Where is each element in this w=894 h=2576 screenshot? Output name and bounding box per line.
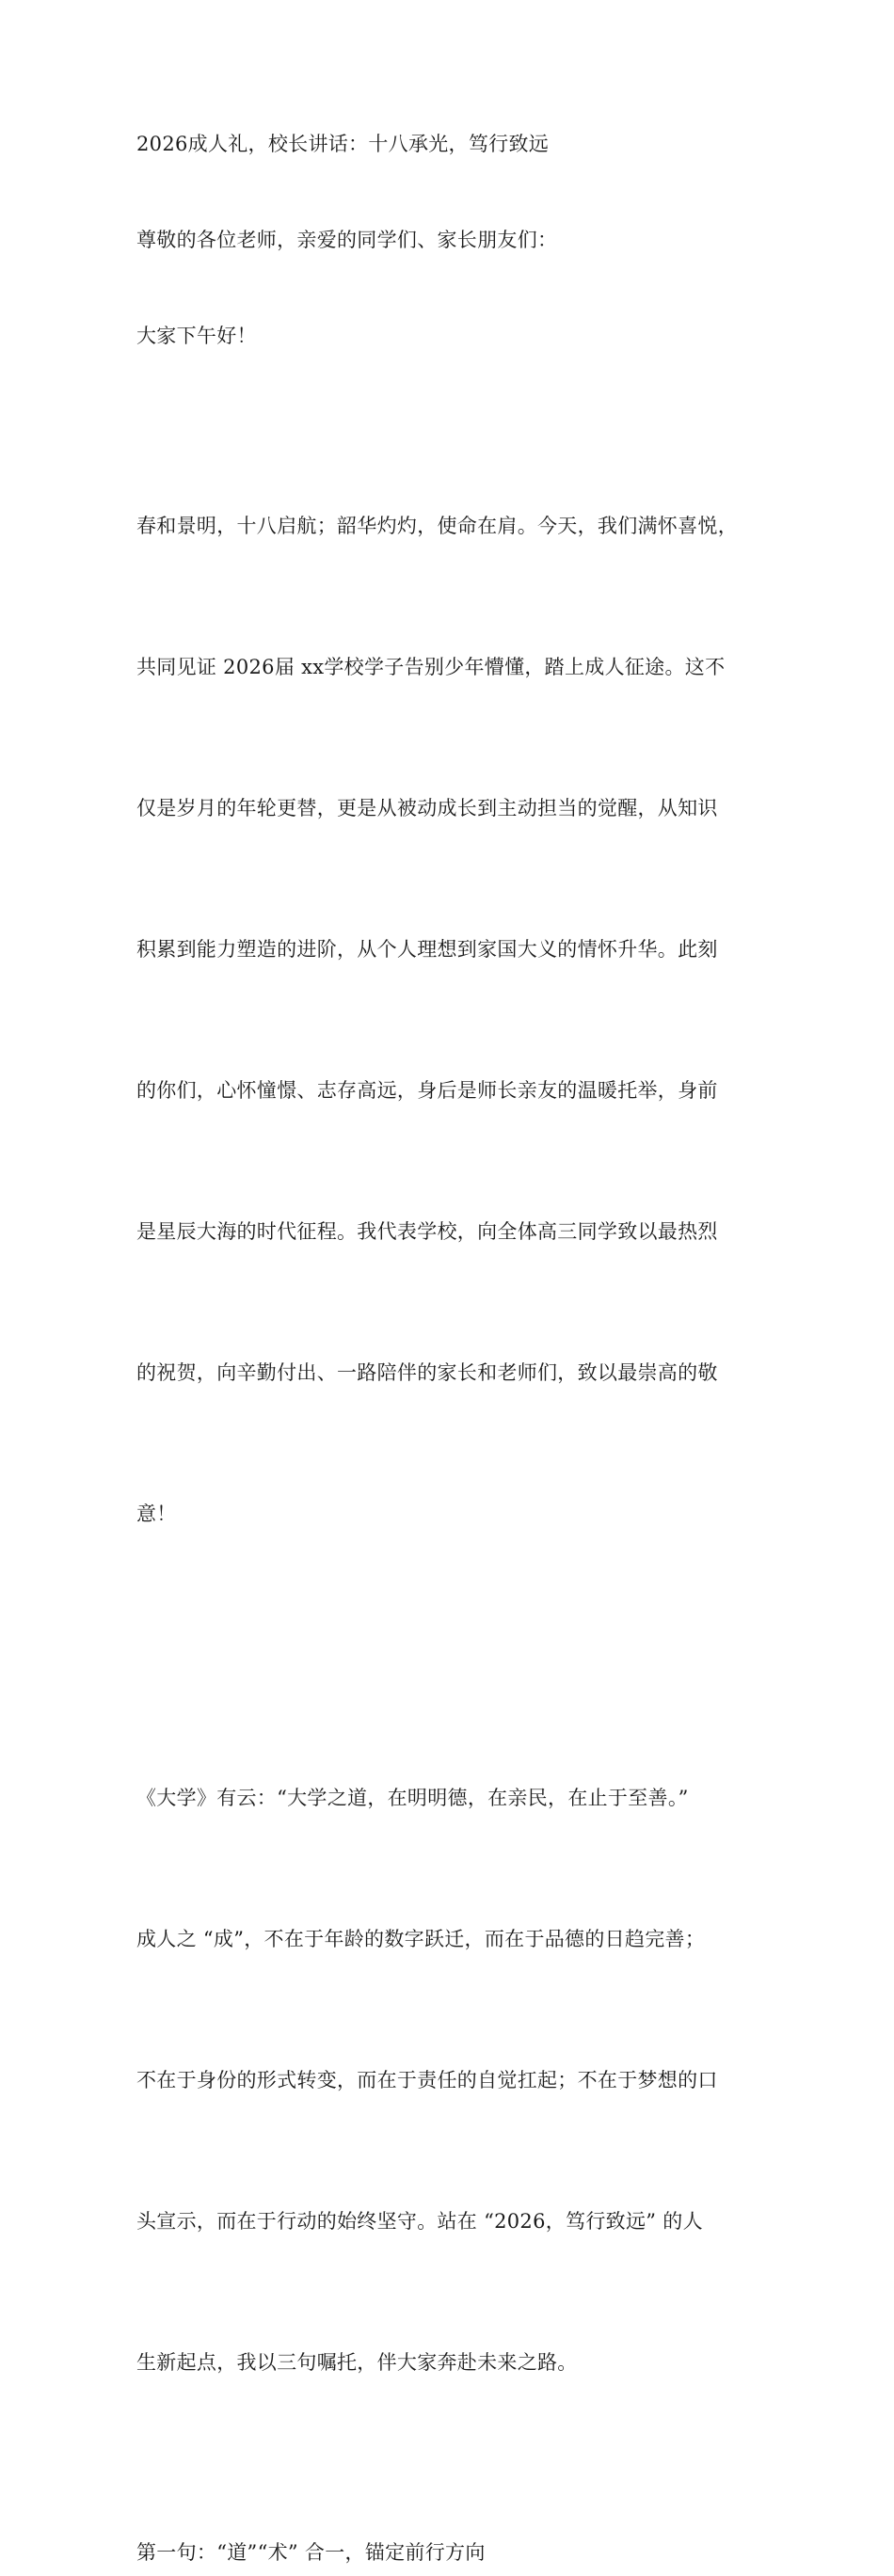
paragraph-line: 头宣示，而在于行动的始终坚守。站在 “2026，笃行致远” 的人: [136, 2210, 703, 2233]
paragraph-line: 意！: [136, 1503, 177, 1525]
speech-body: [136, 120, 762, 2576]
paragraph-line: 是星辰大海的时代征程。我代表学校，向全体高三同学致以最热烈: [136, 1220, 718, 1243]
paragraph-line: 的你们，心怀憧憬、志存高远，身后是师长亲友的温暖托举，身前: [136, 1079, 718, 1102]
paragraph-line: 生新起点，我以三句嘱托，伴大家奔赴未来之路。: [136, 2351, 578, 2374]
section-heading: 第一句：“道”“术” 合一，锚定前行方向: [136, 2541, 486, 2564]
salutation: 尊敬的各位老师，亲爱的同学们、家长朋友们：: [136, 229, 558, 251]
paragraph-line: 成人之 “成”，不在于年龄的数字跃迁，而在于品德的日趋完善；: [136, 1928, 706, 1950]
paragraph-line: 仅是岁月的年轮更替，更是从被动成长到主动担当的觉醒，从知识: [136, 797, 718, 819]
paragraph-opening: [136, 408, 762, 1631]
paragraph-line: 春和景明，十八启航；韶华灼灼，使命在肩。今天，我们满怀喜悦，: [136, 515, 738, 537]
paragraph-line: 不在于身份的形式转变，而在于责任的自觉扛起；不在于梦想的口: [136, 2069, 718, 2091]
paragraph-line: 《大学》有云：“大学之道，在明明德，在亲民，在止于至善。”: [136, 1787, 689, 1809]
paragraph-line: 共同见证 2026届 xx学校学子告别少年懵懂，踏上成人征途。这不: [136, 656, 726, 678]
speech-title: 2026成人礼，校长讲话：十八承光，笃行致远: [136, 133, 550, 155]
paragraph-line: 积累到能力塑造的进阶，从个人理想到家国大义的情怀升华。此刻: [136, 938, 718, 961]
paragraph-line: 的祝贺，向辛勤付出、一路陪伴的家长和老师们，致以最崇高的敬: [136, 1361, 718, 1384]
greeting: 大家下午好！: [136, 325, 257, 347]
paragraph-daxue: [136, 1680, 762, 2480]
